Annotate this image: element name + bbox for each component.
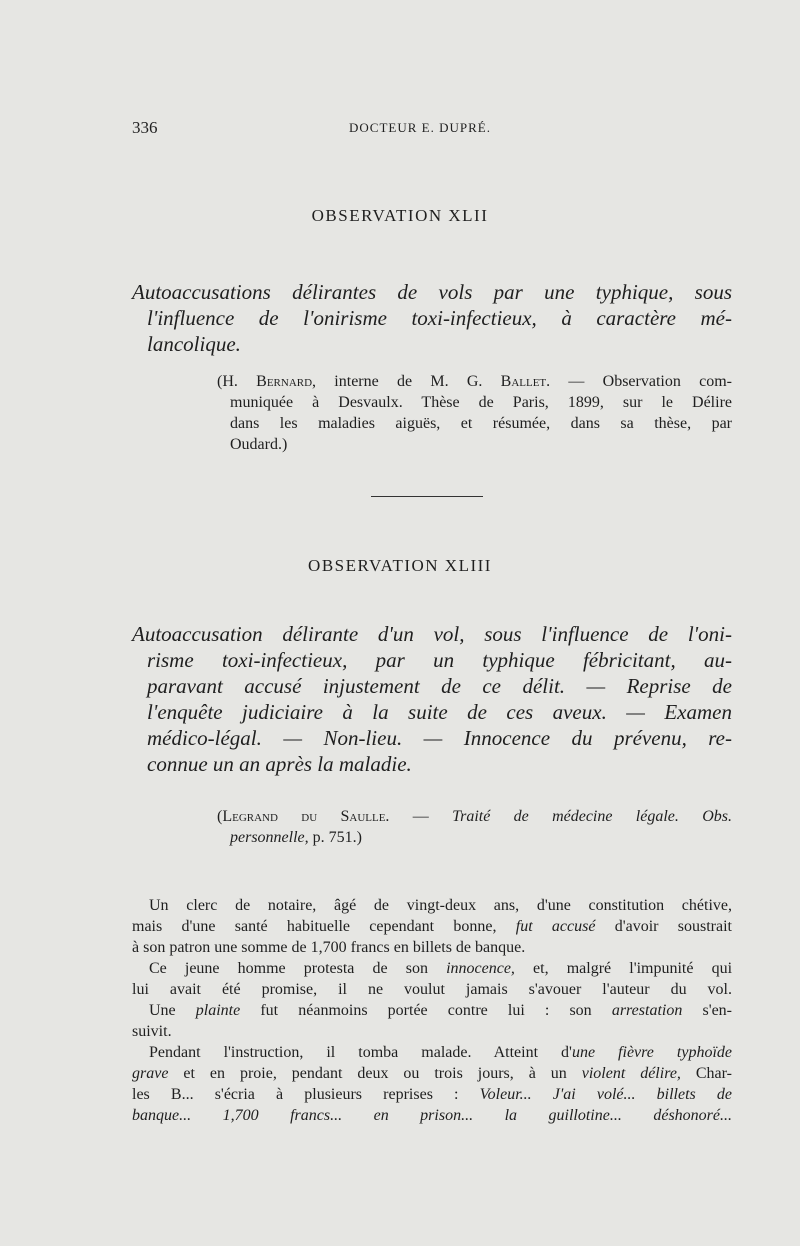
source-line: Oudard.) — [230, 436, 288, 453]
author-name: (Legrand du Saulle — [217, 808, 386, 825]
heading-line: Autoaccusations délirantes de vols par une typhique, sous — [132, 280, 732, 304]
body-line — [132, 1000, 732, 1021]
emphasis: grave — [132, 1065, 169, 1082]
section-divider — [371, 496, 483, 497]
running-head: DOCTEUR E. DUPRÉ. — [349, 120, 491, 135]
heading-line: paravant accusé injustement de ce délit. — Reprise de — [147, 674, 732, 698]
body-line — [132, 1084, 732, 1105]
emphasis: violent délire, — [581, 1065, 681, 1082]
observation-43-title: OBSERVATION XLIII — [308, 556, 492, 575]
emphasis: innocence, — [446, 960, 515, 977]
heading-line: l'influence de l'onirisme toxi-infectieux, à caractère mé- — [147, 306, 732, 330]
body-line — [132, 1105, 732, 1126]
source-line — [217, 827, 732, 848]
source-line: dans les maladies aiguës, et résumée, dans sa thèse, par — [230, 415, 732, 432]
body-text-run: Pendant l'instruction, il tomba malade. Atteint d' — [149, 1044, 572, 1061]
body-text — [132, 895, 732, 1126]
body-line: à son patron une somme de 1,700 francs en billets de banque. — [132, 939, 526, 956]
emphasis: plainte — [195, 1002, 241, 1019]
source-line — [217, 806, 732, 827]
body-text-run: mais d'une santé habituelle cependant bonne, — [132, 918, 516, 935]
body-line — [132, 1063, 732, 1084]
observation-42-heading — [132, 279, 732, 357]
observation-43-heading — [132, 621, 732, 777]
body-line — [132, 916, 732, 937]
source-text: p. 751.) — [308, 829, 362, 846]
observation-42-title: OBSERVATION XLII — [311, 206, 489, 225]
observation-42-source — [217, 371, 732, 455]
body-line: Un clerc de notaire, âgé de vingt-deux ans, d'une constitution chétive, — [149, 897, 732, 914]
emphasis: une fièvre typhoïde — [571, 1044, 732, 1061]
body-line — [132, 958, 732, 979]
heading-line: Autoaccusation délirante d'un vol, sous l'influence de l'oni- — [132, 622, 732, 646]
page-header — [132, 118, 732, 142]
source-text: . — — [385, 808, 453, 825]
source-text: . — Observation com- — [546, 373, 732, 390]
body-text-run: s'en- — [682, 1002, 733, 1019]
page-number: 336 — [132, 118, 158, 137]
body-text-run: et, malgré l'impunité qui — [514, 960, 733, 977]
body-text-run: fut néanmoins portée contre lui : son — [240, 1002, 612, 1019]
author-name: Ballet — [500, 373, 547, 390]
emphasis: Voleur... J'ai volé... billets de — [479, 1086, 732, 1103]
body-line: suivit. — [132, 1023, 172, 1040]
body-text-run: Une — [149, 1002, 196, 1019]
body-line: lui avait été promise, il ne voulut jamais s'avouer l'auteur du vol. — [132, 981, 732, 998]
body-text-run: d'avoir soustrait — [595, 918, 732, 935]
heading-line: risme toxi-infectieux, par un typhique fébricitant, au- — [147, 648, 732, 672]
source-text: (H. — [217, 373, 257, 390]
heading-line: l'enquête judiciaire à la suite de ces aveux. — Examen — [147, 700, 732, 724]
heading-line: médico-légal. — Non-lieu. — Innocence du prévenu, re- — [147, 726, 732, 750]
body-text-run: les B... s'écria à plusieurs reprises : — [132, 1086, 480, 1103]
observation-43-source — [217, 806, 732, 848]
source-line: muniquée à Desvaulx. Thèse de Paris, 1899, sur le Délire — [230, 394, 732, 411]
author-name: Bernard — [256, 373, 313, 390]
heading-line: lancolique. — [147, 332, 241, 356]
heading-line: connue un an après la maladie. — [147, 752, 412, 776]
source-text: , interne de M. G. — [312, 373, 501, 390]
body-text-run: Ce jeune homme protesta de son — [149, 960, 447, 977]
emphasis: arrestation — [611, 1002, 683, 1019]
emphasis: banque... 1,700 francs... en prison... la guillotine... déshonoré... — [132, 1107, 732, 1124]
body-text-run: et en proie, pendant deux ou trois jours, à un — [168, 1065, 582, 1082]
body-text-run: Char- — [680, 1065, 732, 1082]
work-title: personnelle, — [230, 829, 309, 846]
source-line — [217, 371, 732, 392]
body-line — [132, 1042, 732, 1063]
work-title: Traité de médecine légale. Obs. — [452, 808, 732, 825]
emphasis: fut accusé — [515, 918, 596, 935]
